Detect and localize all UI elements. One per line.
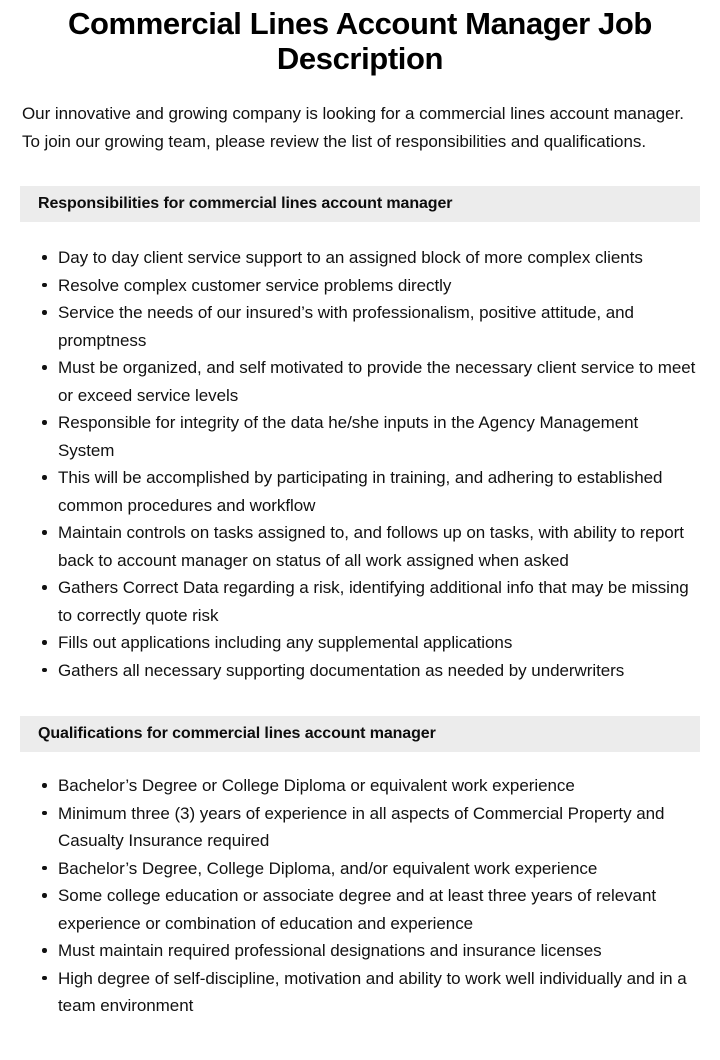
- bullet-icon: [42, 585, 47, 590]
- bullet-icon: [42, 866, 47, 871]
- list-item: [24, 855, 696, 883]
- list-item: [24, 629, 696, 657]
- bullet-icon: [42, 310, 47, 315]
- section-header-label: Responsibilities for commercial lines account manager: [38, 195, 453, 212]
- list-item: [24, 965, 696, 1020]
- bullet-icon: [42, 420, 47, 425]
- list-item: [24, 354, 696, 409]
- list-item-text: Bachelor’s Degree or College Diploma or equivalent work experience: [58, 776, 575, 795]
- list-item: [24, 772, 696, 800]
- list-item-text: Gathers Correct Data regarding a risk, identifying additional info that may be missing to correctly quote risk: [58, 578, 689, 625]
- bullet-icon: [42, 811, 47, 816]
- list-item-text: Gathers all necessary supporting documentation as needed by underwriters: [58, 660, 625, 680]
- bullet-icon: [42, 255, 47, 260]
- bullet-icon: [42, 893, 47, 898]
- bullet-icon: [42, 283, 47, 288]
- section-header-responsibilities: [20, 186, 700, 222]
- list-item-text: Responsible for integrity of the data he/she inputs in the Agency Management System: [58, 413, 639, 460]
- list-item: [24, 409, 696, 464]
- bullet-icon: [42, 783, 47, 788]
- bullet-icon: [42, 640, 47, 645]
- qualifications-list: [0, 752, 720, 1020]
- list-item: [24, 882, 696, 937]
- bullet-icon: [42, 668, 47, 673]
- section-header-qualifications: [20, 716, 700, 752]
- intro-paragraph: Our innovative and growing company is looking for a commercial lines account manager. To join our growing team, please review the list of responsibilities and qualifications.: [22, 104, 684, 151]
- list-item: [24, 574, 696, 629]
- bullet-icon: [42, 976, 47, 981]
- section-qualifications: [0, 716, 720, 1020]
- page-title: Commercial Lines Account Manager Job Description: [68, 6, 652, 76]
- list-item-text: Maintain controls on tasks assigned to, and follows up on tasks, with ability to report back to account manager on status of all work assigned when asked: [58, 523, 684, 570]
- list-item-text: Bachelor’s Degree, College Diploma, and/or equivalent work experience: [58, 858, 598, 878]
- list-item: [24, 937, 696, 965]
- list-item-text: Must be organized, and self motivated to provide the necessary client service to meet or exceed service levels: [58, 358, 696, 405]
- section-responsibilities: [0, 186, 720, 684]
- list-item-text: Day to day client service support to an assigned block of more complex clients: [58, 248, 643, 267]
- list-item: [24, 272, 696, 300]
- list-item-text: Service the needs of our insured’s with professionalism, positive attitude, and promptness: [58, 303, 634, 350]
- bullet-icon: [42, 365, 47, 370]
- list-item-text: Fills out applications including any supplemental applications: [58, 633, 513, 652]
- list-item: [24, 657, 696, 685]
- section-header-label: Qualifications for commercial lines account manager: [38, 725, 436, 742]
- bullet-icon: [42, 530, 47, 535]
- list-item-text: High degree of self-discipline, motivation and ability to work well individually and in a team environment: [58, 968, 687, 1015]
- bullet-icon: [42, 948, 47, 953]
- list-item-text: Must maintain required professional designations and insurance licenses: [58, 941, 602, 960]
- list-item-text: Minimum three (3) years of experience in all aspects of Commercial Property and Casualty Insurance required: [58, 803, 665, 850]
- list-item-text: Some college education or associate degree and at least three years of relevant experience or combination of education and experience: [58, 886, 657, 933]
- list-item: [24, 519, 696, 574]
- list-item-text: This will be accomplished by participating in training, and adhering to established common procedures and workflow: [58, 468, 663, 515]
- list-item: [24, 244, 696, 272]
- list-item: [24, 464, 696, 519]
- list-item: [24, 800, 696, 855]
- responsibilities-list: [0, 222, 720, 684]
- bullet-icon: [42, 475, 47, 480]
- list-item-text: Resolve complex customer service problems directly: [58, 275, 452, 295]
- list-item: [24, 299, 696, 354]
